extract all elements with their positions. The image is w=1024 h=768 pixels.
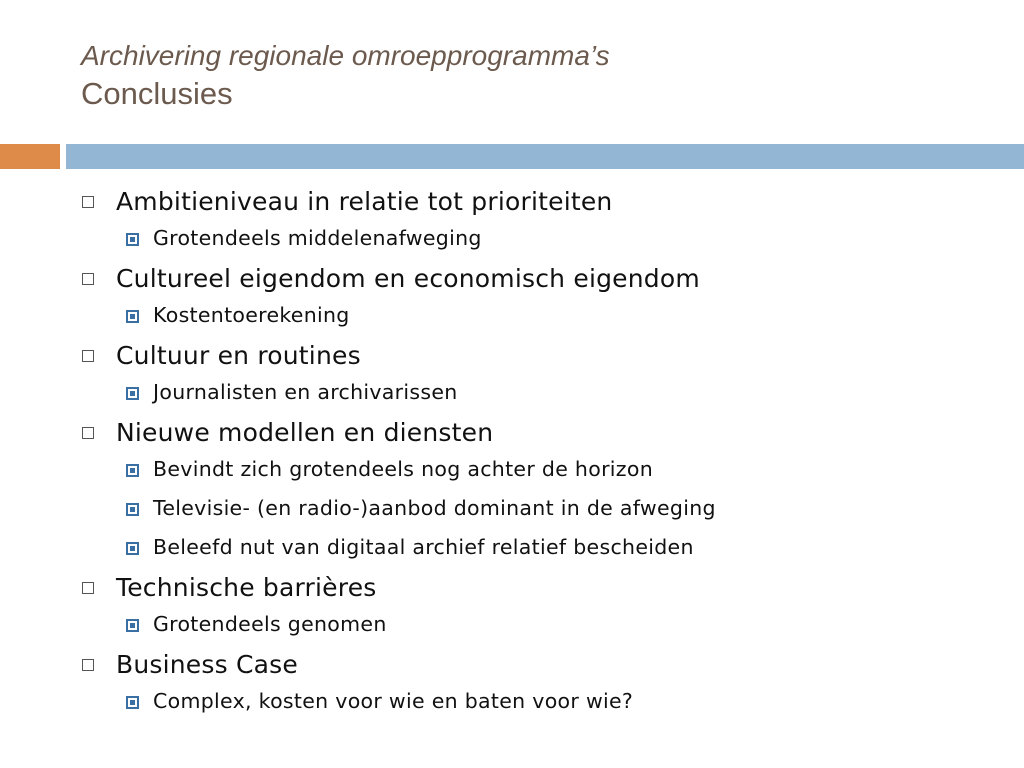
bullet-text: Cultuur en routines <box>116 340 361 370</box>
bullet-text: Technische barrières <box>116 572 377 602</box>
bullet-item <box>82 569 1012 641</box>
bullet-item <box>82 414 1012 564</box>
sub-bullet-text: Grotendeels middelenafweging <box>153 226 482 250</box>
filled-square-bullet-icon <box>126 619 139 632</box>
hollow-square-bullet-icon <box>82 196 94 208</box>
hollow-square-bullet-icon <box>82 659 94 671</box>
filled-square-bullet-icon <box>126 464 139 477</box>
hollow-square-bullet-icon <box>82 273 94 285</box>
bullet-text: Business Case <box>116 649 298 679</box>
filled-square-bullet-icon <box>126 310 139 323</box>
hollow-square-bullet-icon <box>82 582 94 594</box>
bullet-text: Ambitieniveau in relatie tot prioriteiten <box>116 186 613 216</box>
sub-bullet-text: Televisie- (en radio-)aanbod dominant in de afweging <box>153 496 716 520</box>
accent-bar-blue <box>66 144 1024 169</box>
bullet-item <box>82 183 1012 255</box>
sub-bullet-text: Kostentoerekening <box>153 303 350 327</box>
filled-square-bullet-icon <box>126 696 139 709</box>
title-line-1: Archivering regionale omroepprogramma’s <box>81 40 610 71</box>
bullet-list <box>82 182 1012 723</box>
slide-title <box>81 38 1001 114</box>
bullet-item <box>82 260 1012 332</box>
filled-square-bullet-icon <box>126 542 139 555</box>
sub-bullet-text: Journalisten en archivarissen <box>153 380 458 404</box>
hollow-square-bullet-icon <box>82 350 94 362</box>
title-line-2: Conclusies <box>81 76 233 111</box>
accent-bar-orange <box>0 144 60 169</box>
sub-bullet-text: Complex, kosten voor wie en baten voor wie? <box>153 689 634 713</box>
filled-square-bullet-icon <box>126 387 139 400</box>
bullet-item <box>82 646 1012 718</box>
sub-bullet-text: Bevindt zich grotendeels nog achter de horizon <box>153 457 653 481</box>
bullet-text: Nieuwe modellen en diensten <box>116 417 494 447</box>
filled-square-bullet-icon <box>126 233 139 246</box>
bullet-item <box>82 337 1012 409</box>
sub-bullet-text: Grotendeels genomen <box>153 612 387 636</box>
sub-bullet-text: Beleefd nut van digitaal archief relatief bescheiden <box>153 535 694 559</box>
bullet-text: Cultureel eigendom en economisch eigendom <box>116 263 700 293</box>
hollow-square-bullet-icon <box>82 427 94 439</box>
filled-square-bullet-icon <box>126 503 139 516</box>
